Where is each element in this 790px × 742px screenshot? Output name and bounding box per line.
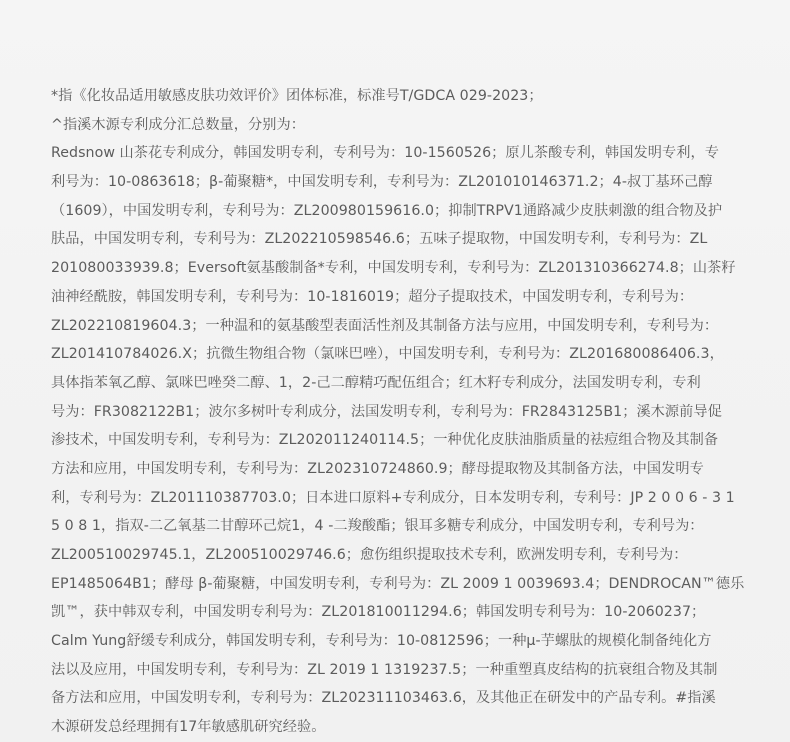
footnote-line-2: ^指溪木源专利成分汇总数量，分别为： bbox=[51, 116, 305, 133]
footnote-line-22: 备方法和应用，中国发明专利，专利号为：ZL202311103463.6，及其他正在研发中的产品专利。#指溪 bbox=[51, 690, 716, 707]
footnote-line-11: 具体指苯氧乙醇、氯咪巴唑癸二醇、1，2-己二醇精巧配伍组合；红木籽专利成分，法国发明专利，专利 bbox=[51, 374, 701, 391]
footnote-line-13: 渗技术，中国发明专利，专利号为：ZL202011240114.5；一种优化皮肤油脂质量的祛痘组合物及其制备 bbox=[51, 432, 719, 449]
footnote-line-6: 肤品，中国发明专利，专利号为：ZL202210598546.6；五味子提取物，中国发明专利，专利号为：ZL bbox=[51, 231, 708, 248]
footnote-line-14: 方法和应用，中国发明专利，专利号为：ZL202310724860.9；酵母提取物及其制备方法，中国发明专 bbox=[51, 460, 704, 477]
footnote-line-1: *指《化妆品适用敏感皮肤功效评价》团体标准，标准号T/GDCA 029-2023； bbox=[51, 88, 543, 104]
footnote-line-9: ZL202210819604.3；一种温和的氨基酸型表面活性剂及其制备方法与应用，中国发明专利，专利号为： bbox=[51, 317, 719, 334]
footnote-line-12: 号为：FR3082122B1；波尔多树叶专利成分，法国发明专利，专利号为：FR2843125B1；溪木源前导促 bbox=[51, 403, 722, 420]
footnote-line-18: EP1485064B1；酵母 β-葡聚糖，中国发明专利，专利号为：ZL 2009 1 0039693.4；DENDROCAN™德乐 bbox=[51, 575, 745, 592]
footnote-line-20: Calm Yung舒缓专利成分，韩国发明专利，专利号为：10-0812596；一种μ-芋螺肽的规模化制备纯化方 bbox=[51, 633, 712, 650]
footnote-line-3: Redsnow 山茶花专利成分，韩国发明专利，专利号为：10-1560526；原儿茶酸专利，韩国发明专利，专 bbox=[51, 145, 719, 162]
footnote-line-8: 油神经酰胺，韩国发明专利，专利号为：10-1816019；超分子提取技术，中国发明专利，专利号为： bbox=[51, 288, 694, 305]
footnote-line-7: 201080033939.8；Eversoft氨基酸制备*专利，中国发明专利，专利号为：ZL201310366274.8；山茶籽 bbox=[51, 260, 736, 277]
footnote-line-16: 5 0 8 1，指双-二乙氧基二甘醇环己烷1，4 -二羧酸酯；银耳多糖专利成分，中国发明专利，专利号为： bbox=[51, 518, 704, 535]
footnotes-block bbox=[51, 82, 745, 742]
footnote-line-10: ZL201410784026.X；抗微生物组合物（氯咪巴唑），中国发明专利，专利号为：ZL201680086406.3， bbox=[51, 346, 724, 363]
footnote-line-21: 法以及应用，中国发明专利，专利号为：ZL 2019 1 1319237.5；一种重塑真皮结构的抗衰组合物及其制 bbox=[51, 661, 718, 678]
footnote-line-15: 利，专利号为：ZL201110387703.0；日本进口原料+专利成分，日本发明专利，专利号：JP 2 0 0 6 - 3 1 bbox=[51, 489, 735, 506]
footnote-line-23: 木源研发总经理拥有17年敏感肌研究经验。 bbox=[51, 719, 326, 736]
footnote-line-5: （1609），中国发明专利，专利号为：ZL200980159616.0；抑制TRPV1通路减少皮肤刺激的组合物及护 bbox=[51, 202, 723, 219]
footnote-line-17: ZL200510029745.1，ZL200510029746.6；愈伤组织提取技术专利，欧洲发明专利，专利号为： bbox=[51, 547, 688, 563]
footnote-line-19: 凯™，获中韩双专利，中国发明专利号为：ZL201810011294.6；韩国发明专利号为：10-2060237； bbox=[51, 604, 706, 621]
footnote-line-4: 利号为：10-0863618；β-葡聚糖*，中国发明专利，专利号为：ZL201010146371.2；4-叔丁基环己醇 bbox=[51, 174, 713, 191]
